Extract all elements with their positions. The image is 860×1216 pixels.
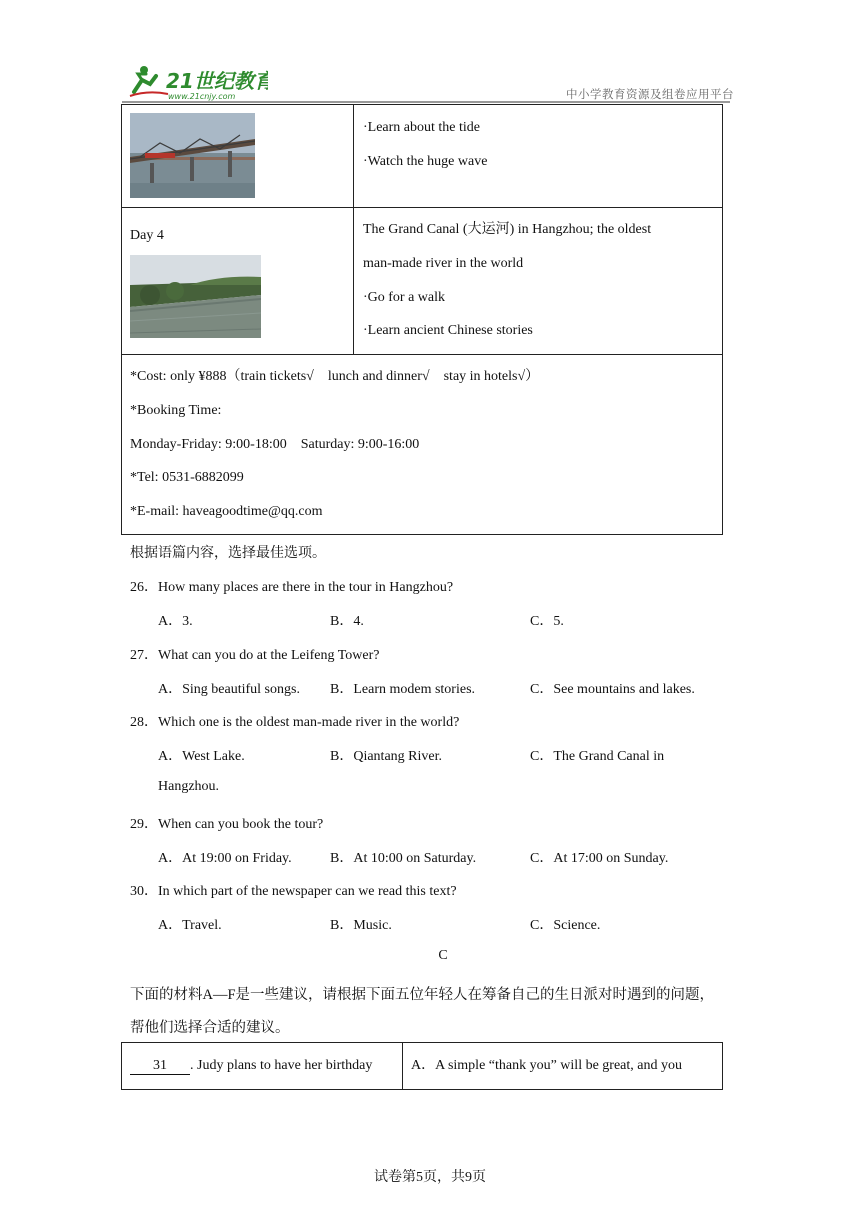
option-28-a[interactable]: A．West Lake. — [158, 749, 245, 764]
answer-blank-31[interactable]: 31 — [130, 1057, 190, 1075]
header-divider — [122, 101, 730, 103]
platform-name: 中小学教育资源及组卷应用平台 — [566, 87, 734, 101]
section-c-intro-1: 下面的材料A—F是一些建议，请根据下面五位年轻人在筹备自己的生日派对时遇到的问题， — [130, 987, 715, 1003]
logo-wordmark: 21世纪教育 — [166, 69, 268, 93]
question-28: 28．Which one is the oldest man-made river in the world? — [130, 715, 460, 730]
option-27-b[interactable]: B．Learn modem stories. — [330, 682, 476, 697]
bridge-photo — [130, 113, 255, 198]
option-29-b[interactable]: B．At 10:00 on Saturday. — [330, 851, 477, 866]
day4-line-2: man-made river in the world — [363, 256, 524, 271]
option-29-a[interactable]: A．At 19:00 on Friday. — [158, 851, 292, 866]
option-27-a[interactable]: A．Sing beautiful songs. — [158, 682, 300, 697]
option-30-b[interactable]: B．Music. — [330, 918, 392, 933]
option-28-c-continued: Hangzhou. — [158, 779, 220, 794]
question-26: 26．How many places are there in the tour in Hangzhou? — [130, 580, 454, 595]
option-30-c[interactable]: C．Science. — [530, 918, 601, 933]
canal-photo — [130, 255, 261, 338]
option-28-c[interactable]: C．The Grand Canal in — [530, 749, 665, 764]
day4-label: Day 4 — [130, 228, 164, 243]
question-29: 29．When can you book the tour? — [130, 817, 324, 832]
instruction: 根据语篇内容，选择最佳选项。 — [130, 546, 326, 561]
day4-activity-2: ·Learn ancient Chinese stories — [363, 323, 533, 338]
option-30-a[interactable]: A．Travel. — [158, 918, 222, 933]
question-31 — [130, 1056, 372, 1076]
option-26-b[interactable]: B．4. — [330, 614, 364, 629]
site-logo — [128, 62, 268, 102]
question-27: 27．What can you do at the Leifeng Tower? — [130, 648, 380, 663]
day3-activity-2: ·Watch the huge wave — [363, 154, 488, 169]
logo-url: www.21cnjy.com — [168, 92, 236, 101]
booking-hours: Monday-Friday: 9:00-18:00 Saturday: 9:00-16:00 — [130, 437, 420, 452]
day3-activity-1: ·Learn about the tide — [363, 120, 481, 135]
email-line: *E-mail: haveagoodtime@qq.com — [130, 504, 323, 519]
question-31-text: . Judy plans to have her birthday — [190, 1058, 373, 1073]
day4-activity-1: ·Go for a walk — [363, 290, 446, 305]
cost-line: *Cost: only ¥888（train tickets√ lunch and dinner√ stay in hotels√） — [130, 369, 540, 384]
booking-label: *Booking Time: — [130, 403, 222, 418]
option-29-c[interactable]: C．At 17:00 on Sunday. — [530, 851, 669, 866]
option-26-c[interactable]: C．5. — [530, 614, 564, 629]
section-c-title: C — [438, 948, 448, 963]
question-30: 30．In which part of the newspaper can we read this text? — [130, 884, 457, 899]
section-c-intro-2: 帮他们选择合适的建议。 — [130, 1020, 290, 1036]
suggestion-table-divider — [402, 1042, 403, 1090]
page-footer: 试卷第5页，共9页 — [374, 1170, 486, 1185]
tel-line: *Tel: 0531-6882099 — [130, 470, 244, 485]
suggestion-a: A．A simple “thank you” will be great, and you — [411, 1058, 682, 1073]
option-28-b[interactable]: B．Qiantang River. — [330, 749, 442, 764]
day4-line-1: The Grand Canal (大运河) in Hangzhou; the oldest — [363, 222, 652, 237]
option-27-c[interactable]: C．See mountains and lakes. — [530, 682, 695, 697]
option-26-a[interactable]: A．3. — [158, 614, 193, 629]
